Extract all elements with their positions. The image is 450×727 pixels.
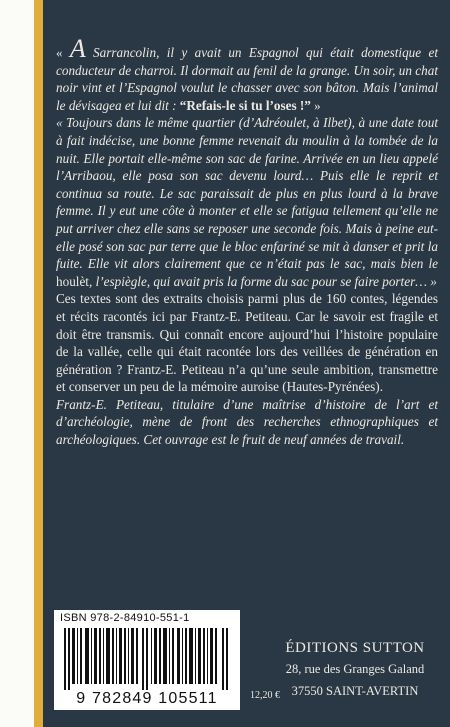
yellow-stripe xyxy=(34,0,43,727)
excerpt-2-end: , l’espiègle, qui avait pris la forme du sac pour se faire porter… » xyxy=(88,273,437,289)
author-bio: Frantz-E. Petiteau, titulaire d’une maîtrise d’histoire de l’art et d’archéologie, mène de front des recherches ethnographiques et archéologiques. Cet ouvrage est le fruit de neuf années de travail. xyxy=(56,396,438,448)
publisher-address: 28, rue des Granges Galand xyxy=(285,662,425,676)
publisher-city: 37550 SAINT-AVERTIN xyxy=(291,684,419,698)
isbn-label: ISBN 978-2-84910-551-1 xyxy=(60,612,190,624)
barcode-box xyxy=(54,610,240,710)
barcode-icon xyxy=(64,628,230,690)
price: 12,20 € xyxy=(250,690,280,701)
excerpt-paragraph-2 xyxy=(56,114,438,290)
publisher-name: ÉDITIONS SUTTON xyxy=(285,640,425,656)
drop-cap: A xyxy=(69,34,86,63)
excerpt-1-text: Sarrancolin, il y avait un Espagnol qui était domestique et conducteur de charroi. Il dormait au fenil de la grange. Un soir, un chat noir vint et l’Espagnol voulut le chasser avec son bâton. Mais l’animal le dévisagea et lui dit : xyxy=(56,45,439,113)
open-quote: « xyxy=(56,45,70,60)
close-quote: » xyxy=(310,97,321,113)
publisher-block xyxy=(270,638,440,702)
excerpt-2-word: houlèt xyxy=(56,273,89,289)
excerpt-paragraph-1 xyxy=(56,34,439,114)
excerpt-1-bold: “Refais-le si tu l’oses !” xyxy=(179,97,311,113)
cover-text xyxy=(56,34,439,449)
barcode-digits: 9 782849 105511 xyxy=(76,690,218,707)
excerpt-2-text: « Toujours dans le même quartier (d’Adréoulet, à Ilbet), à une date tout à fait indécise, une bonne femme revenait du moulin à la tombée de la nuit. Elle portait elle-même son sac de farine. Arrivée en un lieu appelé l’Arribaou, elle posa son sac devenu lourd… Puis elle le reprit et continua sa route. Le sac paraissait de plus en plus lourd à la brave femme. Il y eut une côte à monter et elle se fatigua tellement qu’elle ne put arriver chez elle sans se reposer une seconde fois. Mais à peine eut-elle posé son sac par terre que le bloc enfariné se mit à danser et prit la fuite. Elle vit alors clairement que ce n’était pas le sac, mais bien le xyxy=(56,115,438,272)
summary-paragraph: Ces textes sont des extraits choisis parmi plus de 160 contes, légendes et récits racontés ici par Frantz-E. Petiteau. Car le savoir est fragile et doit être transmis. Qui connaît encore aujourd’hui l’histoire populaire de la vallée, celle qui était racontée lors des veillées de génération en génération ? Frantz-E. Petiteau n’a qu’une seule ambition, transmettre et conserver un peu de la mémoire auroise (Hautes-Pyrénées). xyxy=(56,291,438,395)
